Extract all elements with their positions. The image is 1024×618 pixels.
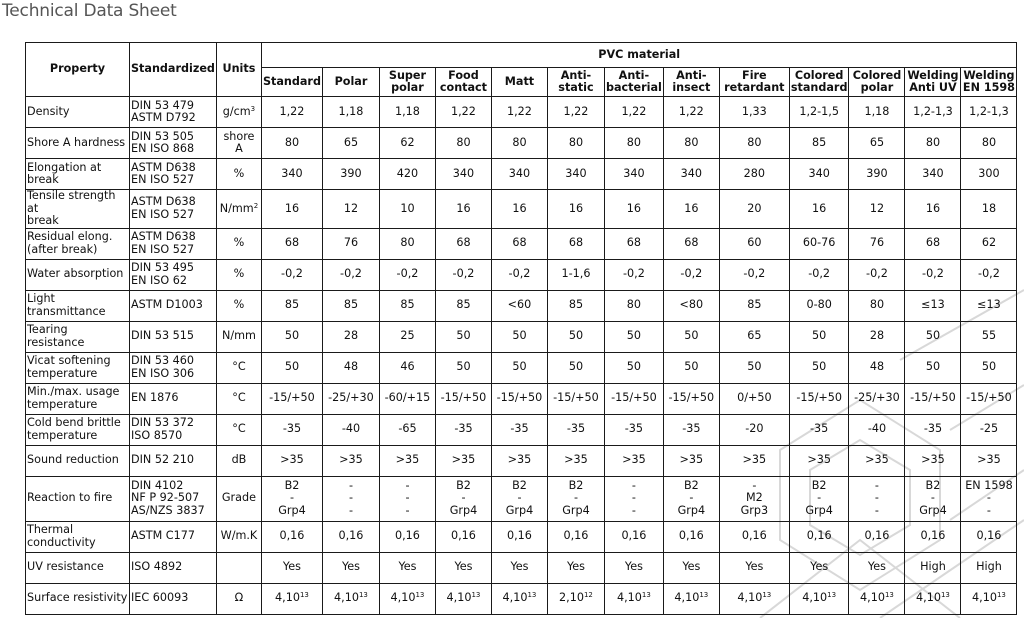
value-cell: 0,16 bbox=[905, 521, 961, 552]
value-cell: 1,18 bbox=[849, 97, 905, 128]
header-standardized: Standardized bbox=[130, 43, 217, 97]
value-cell: 340 bbox=[547, 159, 604, 190]
value-cell: -15/+50 bbox=[789, 383, 849, 414]
value-cell: -15/+50 bbox=[905, 383, 961, 414]
value-cell: Yes bbox=[491, 552, 547, 583]
value-cell: 80 bbox=[435, 128, 491, 159]
value-cell: 340 bbox=[491, 159, 547, 190]
value-cell: -0,2 bbox=[435, 259, 491, 290]
value-cell: 4,10$^{13}$ bbox=[961, 583, 1017, 614]
technical-data-table bbox=[25, 42, 1017, 615]
value-cell: 0/+50 bbox=[719, 383, 789, 414]
value-cell: 4,10$^{13}$ bbox=[379, 583, 435, 614]
value-cell: 80 bbox=[961, 128, 1017, 159]
value-cell: 68 bbox=[905, 228, 961, 259]
value-cell: B2 - Grp4 bbox=[435, 476, 491, 521]
value-cell: 1,33 bbox=[719, 97, 789, 128]
value-cell: -0,2 bbox=[719, 259, 789, 290]
value-cell: 4,10$^{13}$ bbox=[491, 583, 547, 614]
value-cell: 85 bbox=[789, 128, 849, 159]
value-cell: 4,10$^{13}$ bbox=[789, 583, 849, 614]
value-cell: 420 bbox=[379, 159, 435, 190]
standard-cell: ASTM D638 EN ISO 527 bbox=[130, 228, 217, 259]
value-cell: 68 bbox=[491, 228, 547, 259]
unit-cell: N/mm bbox=[216, 321, 261, 352]
value-cell: 1,22 bbox=[435, 97, 491, 128]
value-cell: 340 bbox=[261, 159, 322, 190]
material-column-header: Welding Anti UV bbox=[905, 68, 961, 97]
value-cell: 1,22 bbox=[547, 97, 604, 128]
value-cell: 50 bbox=[604, 352, 663, 383]
unit-cell: % bbox=[216, 228, 261, 259]
table-row bbox=[26, 97, 1017, 128]
value-cell: Yes bbox=[261, 552, 322, 583]
value-cell: 85 bbox=[547, 290, 604, 321]
table-row bbox=[26, 159, 1017, 190]
value-cell: 50 bbox=[789, 321, 849, 352]
value-cell: -15/+50 bbox=[261, 383, 322, 414]
value-cell: 80 bbox=[261, 128, 322, 159]
value-cell: -15/+50 bbox=[604, 383, 663, 414]
value-cell: 390 bbox=[322, 159, 379, 190]
value-cell: -35 bbox=[491, 414, 547, 445]
value-cell: 62 bbox=[379, 128, 435, 159]
value-cell: >35 bbox=[789, 445, 849, 476]
value-cell: - - - bbox=[379, 476, 435, 521]
value-cell: 68 bbox=[261, 228, 322, 259]
table-row bbox=[26, 259, 1017, 290]
value-cell: 48 bbox=[849, 352, 905, 383]
value-cell: 4,10$^{13}$ bbox=[719, 583, 789, 614]
material-column-header: Food contact bbox=[435, 68, 491, 97]
value-cell: 4,10$^{13}$ bbox=[604, 583, 663, 614]
standard-cell: DIN 4102 NF P 92-507 AS/NZS 3837 bbox=[130, 476, 217, 521]
value-cell: Yes bbox=[547, 552, 604, 583]
value-cell: -0,2 bbox=[379, 259, 435, 290]
value-cell: 0,16 bbox=[604, 521, 663, 552]
value-cell: 0,16 bbox=[719, 521, 789, 552]
value-cell: B2 - Grp4 bbox=[663, 476, 719, 521]
page-title: Technical Data Sheet bbox=[2, 1, 177, 21]
value-cell: - - - bbox=[604, 476, 663, 521]
table-row bbox=[26, 290, 1017, 321]
value-cell: -20 bbox=[719, 414, 789, 445]
value-cell: 80 bbox=[379, 228, 435, 259]
value-cell: 80 bbox=[604, 128, 663, 159]
property-cell: Tensile strength at break bbox=[26, 190, 130, 229]
value-cell: Yes bbox=[663, 552, 719, 583]
material-column-header: Colored standard bbox=[789, 68, 849, 97]
value-cell: -35 bbox=[663, 414, 719, 445]
value-cell: -35 bbox=[604, 414, 663, 445]
value-cell: -35 bbox=[435, 414, 491, 445]
value-cell: 12 bbox=[322, 190, 379, 229]
value-cell: 1-1,6 bbox=[547, 259, 604, 290]
value-cell: Yes bbox=[789, 552, 849, 583]
property-cell: Shore A hardness bbox=[26, 128, 130, 159]
table-row bbox=[26, 414, 1017, 445]
value-cell: High bbox=[961, 552, 1017, 583]
value-cell: Yes bbox=[604, 552, 663, 583]
material-column-header: Anti- static bbox=[547, 68, 604, 97]
value-cell: 80 bbox=[604, 290, 663, 321]
value-cell: Yes bbox=[435, 552, 491, 583]
value-cell: -40 bbox=[322, 414, 379, 445]
value-cell: 85 bbox=[261, 290, 322, 321]
value-cell: 0,16 bbox=[261, 521, 322, 552]
standard-cell: DIN 53 460 EN ISO 306 bbox=[130, 352, 217, 383]
value-cell: 80 bbox=[905, 128, 961, 159]
property-cell: Min./max. usage temperature bbox=[26, 383, 130, 414]
value-cell: 1,2-1,3 bbox=[961, 97, 1017, 128]
unit-cell: shore A bbox=[216, 128, 261, 159]
value-cell: -0,2 bbox=[961, 259, 1017, 290]
table-row bbox=[26, 352, 1017, 383]
value-cell: -0,2 bbox=[905, 259, 961, 290]
table-row bbox=[26, 521, 1017, 552]
value-cell: 16 bbox=[663, 190, 719, 229]
unit-cell: °C bbox=[216, 352, 261, 383]
value-cell: 62 bbox=[961, 228, 1017, 259]
property-cell: Residual elong. (after break) bbox=[26, 228, 130, 259]
unit-cell: dB bbox=[216, 445, 261, 476]
header-units: Units bbox=[216, 43, 261, 97]
value-cell: 68 bbox=[604, 228, 663, 259]
value-cell: 16 bbox=[905, 190, 961, 229]
table-row bbox=[26, 552, 1017, 583]
standard-cell: DIN 53 479 ASTM D792 bbox=[130, 97, 217, 128]
value-cell: -60/+15 bbox=[379, 383, 435, 414]
unit-cell: Grade bbox=[216, 476, 261, 521]
unit-cell bbox=[216, 552, 261, 583]
value-cell: 390 bbox=[849, 159, 905, 190]
value-cell: 1,2-1,5 bbox=[789, 97, 849, 128]
unit-cell: % bbox=[216, 259, 261, 290]
value-cell: B2 - Grp4 bbox=[789, 476, 849, 521]
value-cell: 85 bbox=[719, 290, 789, 321]
value-cell: 28 bbox=[849, 321, 905, 352]
value-cell: 50 bbox=[435, 352, 491, 383]
value-cell: 50 bbox=[663, 321, 719, 352]
value-cell: 50 bbox=[663, 352, 719, 383]
value-cell: 2,10$^{12}$ bbox=[547, 583, 604, 614]
value-cell: -0,2 bbox=[604, 259, 663, 290]
value-cell: >35 bbox=[719, 445, 789, 476]
value-cell: 80 bbox=[719, 128, 789, 159]
value-cell: 16 bbox=[261, 190, 322, 229]
value-cell: 46 bbox=[379, 352, 435, 383]
table-row bbox=[26, 445, 1017, 476]
value-cell: 85 bbox=[435, 290, 491, 321]
value-cell: 25 bbox=[379, 321, 435, 352]
value-cell: 50 bbox=[719, 352, 789, 383]
value-cell: B2 - Grp4 bbox=[261, 476, 322, 521]
value-cell: >35 bbox=[849, 445, 905, 476]
value-cell: 20 bbox=[719, 190, 789, 229]
property-cell: Elongation at break bbox=[26, 159, 130, 190]
value-cell: -65 bbox=[379, 414, 435, 445]
value-cell: <60 bbox=[491, 290, 547, 321]
value-cell: -0,2 bbox=[491, 259, 547, 290]
header-material-group: PVC material bbox=[261, 43, 1017, 68]
value-cell: 80 bbox=[491, 128, 547, 159]
table-row bbox=[26, 383, 1017, 414]
value-cell: -25/+30 bbox=[849, 383, 905, 414]
value-cell: 0,16 bbox=[547, 521, 604, 552]
value-cell: B2 - Grp4 bbox=[491, 476, 547, 521]
value-cell: 4,10$^{13}$ bbox=[261, 583, 322, 614]
value-cell: -15/+50 bbox=[961, 383, 1017, 414]
value-cell: >35 bbox=[261, 445, 322, 476]
unit-cell: °C bbox=[216, 383, 261, 414]
value-cell: -35 bbox=[261, 414, 322, 445]
value-cell: -35 bbox=[789, 414, 849, 445]
value-cell: 80 bbox=[849, 290, 905, 321]
value-cell: 68 bbox=[663, 228, 719, 259]
value-cell: 50 bbox=[789, 352, 849, 383]
table-row bbox=[26, 476, 1017, 521]
table-row bbox=[26, 321, 1017, 352]
unit-cell: W/m.K bbox=[216, 521, 261, 552]
standard-cell: ASTM D638 EN ISO 527 bbox=[130, 190, 217, 229]
value-cell: High bbox=[905, 552, 961, 583]
property-cell: Thermal conductivity bbox=[26, 521, 130, 552]
value-cell: 80 bbox=[547, 128, 604, 159]
value-cell: 50 bbox=[547, 321, 604, 352]
standard-cell: DIN 53 372 ISO 8570 bbox=[130, 414, 217, 445]
property-cell: Tearing resistance bbox=[26, 321, 130, 352]
value-cell: 50 bbox=[961, 352, 1017, 383]
value-cell: 1,22 bbox=[663, 97, 719, 128]
value-cell: 16 bbox=[435, 190, 491, 229]
standard-cell: DIN 53 505 EN ISO 868 bbox=[130, 128, 217, 159]
value-cell: 340 bbox=[905, 159, 961, 190]
value-cell: 50 bbox=[435, 321, 491, 352]
value-cell: 50 bbox=[905, 321, 961, 352]
standard-cell: DIN 53 515 bbox=[130, 321, 217, 352]
value-cell: 340 bbox=[435, 159, 491, 190]
value-cell: ≤13 bbox=[905, 290, 961, 321]
value-cell: Yes bbox=[849, 552, 905, 583]
value-cell: 1,2-1,3 bbox=[905, 97, 961, 128]
value-cell: 16 bbox=[491, 190, 547, 229]
value-cell: >35 bbox=[491, 445, 547, 476]
value-cell: >35 bbox=[435, 445, 491, 476]
value-cell: 12 bbox=[849, 190, 905, 229]
unit-cell: $g/cm^3$ bbox=[216, 97, 261, 128]
value-cell: -25/+30 bbox=[322, 383, 379, 414]
value-cell: -15/+50 bbox=[547, 383, 604, 414]
value-cell: 4,10$^{13}$ bbox=[435, 583, 491, 614]
value-cell: 1,22 bbox=[604, 97, 663, 128]
value-cell: 80 bbox=[663, 128, 719, 159]
value-cell: - - - bbox=[849, 476, 905, 521]
value-cell: 85 bbox=[322, 290, 379, 321]
standard-cell: IEC 60093 bbox=[130, 583, 217, 614]
value-cell: 76 bbox=[849, 228, 905, 259]
material-column-header: Welding EN 1598 bbox=[961, 68, 1017, 97]
value-cell: 4,10$^{13}$ bbox=[905, 583, 961, 614]
value-cell: 340 bbox=[604, 159, 663, 190]
standard-cell: ISO 4892 bbox=[130, 552, 217, 583]
value-cell: 55 bbox=[961, 321, 1017, 352]
value-cell: 300 bbox=[961, 159, 1017, 190]
standard-cell: DIN 53 495 EN ISO 62 bbox=[130, 259, 217, 290]
value-cell: -0,2 bbox=[322, 259, 379, 290]
value-cell: 68 bbox=[435, 228, 491, 259]
value-cell: -15/+50 bbox=[435, 383, 491, 414]
value-cell: 340 bbox=[663, 159, 719, 190]
value-cell: 280 bbox=[719, 159, 789, 190]
property-cell: Density bbox=[26, 97, 130, 128]
value-cell: 18 bbox=[961, 190, 1017, 229]
property-cell: Vicat softening temperature bbox=[26, 352, 130, 383]
unit-cell: % bbox=[216, 159, 261, 190]
value-cell: 0,16 bbox=[491, 521, 547, 552]
standard-cell: ASTM D1003 bbox=[130, 290, 217, 321]
value-cell: 60 bbox=[719, 228, 789, 259]
unit-cell: Ω bbox=[216, 583, 261, 614]
value-cell: 50 bbox=[491, 321, 547, 352]
value-cell: >35 bbox=[905, 445, 961, 476]
material-column-header: Anti- bacterial bbox=[604, 68, 663, 97]
value-cell: 50 bbox=[491, 352, 547, 383]
value-cell: 65 bbox=[849, 128, 905, 159]
standard-cell: ASTM C177 bbox=[130, 521, 217, 552]
value-cell: >35 bbox=[322, 445, 379, 476]
value-cell: B2 - Grp4 bbox=[905, 476, 961, 521]
property-cell: Cold bend brittle temperature bbox=[26, 414, 130, 445]
value-cell: 68 bbox=[547, 228, 604, 259]
value-cell: 1,22 bbox=[261, 97, 322, 128]
value-cell: 0-80 bbox=[789, 290, 849, 321]
value-cell: 0,16 bbox=[435, 521, 491, 552]
value-cell: 0,16 bbox=[663, 521, 719, 552]
value-cell: 4,10$^{13}$ bbox=[322, 583, 379, 614]
value-cell: 85 bbox=[379, 290, 435, 321]
value-cell: B2 - Grp4 bbox=[547, 476, 604, 521]
material-column-header: Matt bbox=[491, 68, 547, 97]
value-cell: -0,2 bbox=[789, 259, 849, 290]
table-row bbox=[26, 190, 1017, 229]
value-cell: 0,16 bbox=[961, 521, 1017, 552]
material-column-header: Super polar bbox=[379, 68, 435, 97]
value-cell: 10 bbox=[379, 190, 435, 229]
value-cell: 1,22 bbox=[491, 97, 547, 128]
table-row bbox=[26, 583, 1017, 614]
material-column-header: Colored polar bbox=[849, 68, 905, 97]
value-cell: -15/+50 bbox=[491, 383, 547, 414]
header-property: Property bbox=[26, 43, 130, 97]
value-cell: 50 bbox=[604, 321, 663, 352]
property-cell: Water absorption bbox=[26, 259, 130, 290]
value-cell: 48 bbox=[322, 352, 379, 383]
property-cell: Sound reduction bbox=[26, 445, 130, 476]
value-cell: 60-76 bbox=[789, 228, 849, 259]
material-column-header: Polar bbox=[322, 68, 379, 97]
value-cell: -0,2 bbox=[849, 259, 905, 290]
value-cell: 50 bbox=[261, 352, 322, 383]
value-cell: Yes bbox=[322, 552, 379, 583]
value-cell: >35 bbox=[547, 445, 604, 476]
value-cell: 1,18 bbox=[379, 97, 435, 128]
value-cell: >35 bbox=[961, 445, 1017, 476]
property-cell: Light transmittance bbox=[26, 290, 130, 321]
value-cell: -15/+50 bbox=[663, 383, 719, 414]
value-cell: -35 bbox=[905, 414, 961, 445]
value-cell: 16 bbox=[547, 190, 604, 229]
unit-cell: % bbox=[216, 290, 261, 321]
value-cell: - - - bbox=[322, 476, 379, 521]
unit-cell: °C bbox=[216, 414, 261, 445]
property-cell: Surface resistivity bbox=[26, 583, 130, 614]
value-cell: 4,10$^{13}$ bbox=[663, 583, 719, 614]
value-cell: -0,2 bbox=[663, 259, 719, 290]
standard-cell: EN 1876 bbox=[130, 383, 217, 414]
standard-cell: DIN 52 210 bbox=[130, 445, 217, 476]
value-cell: 50 bbox=[905, 352, 961, 383]
value-cell: >35 bbox=[379, 445, 435, 476]
value-cell: -40 bbox=[849, 414, 905, 445]
material-column-header: Fire retardant bbox=[719, 68, 789, 97]
value-cell: 76 bbox=[322, 228, 379, 259]
value-cell: ≤13 bbox=[961, 290, 1017, 321]
value-cell: 65 bbox=[322, 128, 379, 159]
value-cell: -0,2 bbox=[261, 259, 322, 290]
table-row bbox=[26, 128, 1017, 159]
value-cell: 50 bbox=[261, 321, 322, 352]
value-cell: <80 bbox=[663, 290, 719, 321]
unit-cell: $N/mm^2$ bbox=[216, 190, 261, 229]
value-cell: 0,16 bbox=[849, 521, 905, 552]
value-cell: - M2 Grp3 bbox=[719, 476, 789, 521]
value-cell: Yes bbox=[719, 552, 789, 583]
table-row bbox=[26, 228, 1017, 259]
value-cell: 65 bbox=[719, 321, 789, 352]
value-cell: -35 bbox=[547, 414, 604, 445]
property-cell: Reaction to fire bbox=[26, 476, 130, 521]
value-cell: 50 bbox=[547, 352, 604, 383]
material-column-header: Anti- insect bbox=[663, 68, 719, 97]
value-cell: 1,18 bbox=[322, 97, 379, 128]
value-cell: 28 bbox=[322, 321, 379, 352]
value-cell: -25 bbox=[961, 414, 1017, 445]
standard-cell: ASTM D638 EN ISO 527 bbox=[130, 159, 217, 190]
value-cell: EN 1598 - - bbox=[961, 476, 1017, 521]
value-cell: >35 bbox=[663, 445, 719, 476]
value-cell: 340 bbox=[789, 159, 849, 190]
value-cell: Yes bbox=[379, 552, 435, 583]
value-cell: 0,16 bbox=[322, 521, 379, 552]
value-cell: 16 bbox=[604, 190, 663, 229]
value-cell: 0,16 bbox=[379, 521, 435, 552]
property-cell: UV resistance bbox=[26, 552, 130, 583]
value-cell: 16 bbox=[789, 190, 849, 229]
value-cell: 4,10$^{13}$ bbox=[849, 583, 905, 614]
value-cell: >35 bbox=[604, 445, 663, 476]
material-column-header: Standard bbox=[261, 68, 322, 97]
value-cell: 0,16 bbox=[789, 521, 849, 552]
table-body bbox=[26, 97, 1017, 615]
